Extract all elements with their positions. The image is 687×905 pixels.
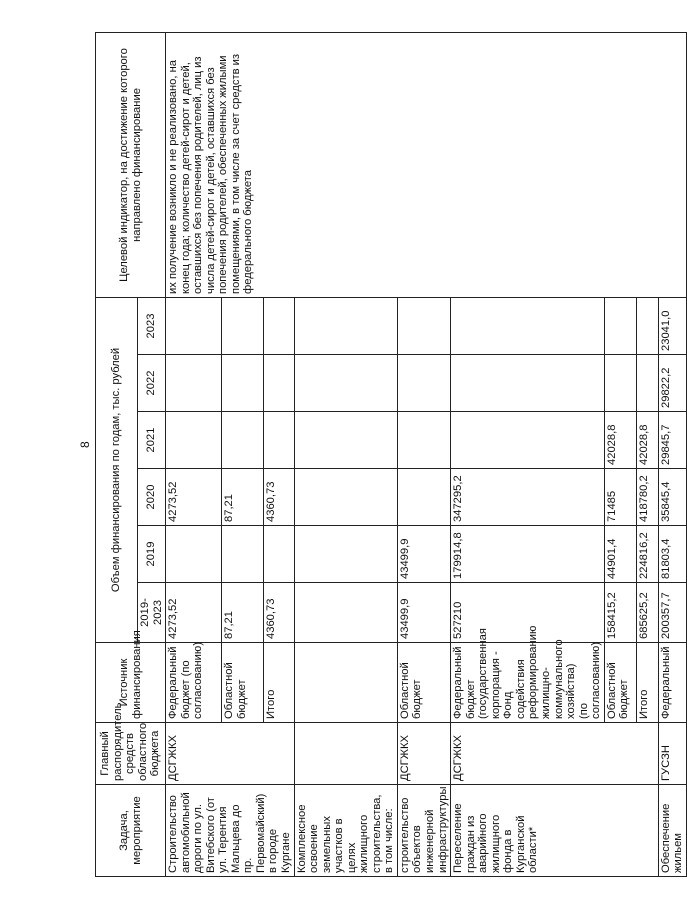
value-cell — [451, 297, 605, 354]
value-cell — [397, 469, 450, 526]
source-cell: Федеральный бюджет (государственная корпорация - Фонд содействия реформированию жилищно-коммунального хозяйства) (по согласованию) — [451, 643, 605, 723]
page-number: 8 — [78, 441, 92, 448]
value-cell: 42028,8 — [604, 412, 636, 469]
value-cell: 179914,8 — [451, 526, 605, 583]
header-year: 2019-2023 — [138, 583, 166, 643]
value-cell: 4273,52 — [166, 469, 222, 526]
value-cell — [294, 297, 397, 354]
header-year: 2019 — [138, 526, 166, 583]
source-cell: Областной бюджет — [604, 643, 636, 723]
value-cell: 224816,2 — [636, 526, 658, 583]
value-cell — [604, 297, 636, 354]
value-cell: 71485 — [604, 469, 636, 526]
manager-cell: ДСГЖКХ — [397, 723, 450, 785]
value-cell: 35845,4 — [658, 469, 686, 526]
value-cell: 4273,52 — [166, 583, 222, 643]
value-cell — [636, 355, 658, 412]
header-volume: Объем финансирования по годам, тыс. рублей — [96, 297, 138, 642]
value-cell — [264, 526, 295, 583]
value-cell — [264, 297, 295, 354]
table-row — [166, 33, 222, 877]
value-cell — [294, 412, 397, 469]
source-cell: Областной бюджет — [397, 643, 450, 723]
value-cell: 42028,8 — [636, 412, 658, 469]
value-cell — [451, 355, 605, 412]
value-cell — [166, 297, 222, 354]
value-cell — [397, 297, 450, 354]
header-manager: Главный распорядитель средств областного бюджета — [96, 723, 166, 785]
value-cell: 44901,4 — [604, 526, 636, 583]
value-cell: 200357,7 — [658, 583, 686, 643]
value-cell — [166, 526, 222, 583]
task-cell: Строительство автомобильной дороги по ул. Витебского (от ул. Терентия Мальцева до пр. Первомайский) в городе Кургане — [166, 785, 294, 877]
source-cell: Итого — [636, 643, 658, 723]
manager-cell: ДСГЖКХ — [166, 723, 294, 785]
value-cell: 87,21 — [222, 469, 264, 526]
value-cell: 158415,2 — [604, 583, 636, 643]
value-cell — [397, 355, 450, 412]
value-cell — [451, 412, 605, 469]
value-cell: 4360,73 — [264, 469, 295, 526]
header-task: Задача, мероприятие — [96, 785, 166, 877]
manager-cell: ДСГЖКХ — [451, 723, 659, 785]
header-year: 2020 — [138, 469, 166, 526]
value-cell — [222, 526, 264, 583]
value-cell: 4360,73 — [264, 583, 295, 643]
financing-table — [95, 32, 687, 877]
manager-cell: ГУСЗН — [658, 723, 686, 785]
value-cell — [294, 469, 397, 526]
value-cell: 29845,7 — [658, 412, 686, 469]
task-cell: Комплексное освоение земельных участков в целях жилищного строительства, в том числе: — [294, 785, 397, 877]
header-indicator: Целевой индикатор, на достижение которого направлено финансирование — [96, 33, 166, 298]
value-cell — [222, 297, 264, 354]
source-cell: Федеральный — [658, 643, 686, 723]
value-cell — [604, 355, 636, 412]
value-cell — [222, 355, 264, 412]
indicator-cell: их получение возникло и не реализовано, на конец года; количество детей-сирот и детей, оставшихся без попечения родителей, лиц из числа детей-сирот и детей, оставшихся без попечения родителей, обеспеченных жилыми помещениями, в том числе за счет средств из федерального бюджета — [166, 33, 687, 298]
task-cell: Переселение граждан из аварийного жилищного фонда в Курганской области* — [451, 785, 659, 877]
manager-cell — [294, 723, 397, 785]
value-cell: 43499,9 — [397, 583, 450, 643]
value-cell — [397, 412, 450, 469]
value-cell: 347295,2 — [451, 469, 605, 526]
value-cell: 43499,9 — [397, 526, 450, 583]
value-cell — [264, 412, 295, 469]
source-cell: Областной бюджет — [222, 643, 264, 723]
value-cell: 527210 — [451, 583, 605, 643]
header-year: 2023 — [138, 297, 166, 354]
source-cell — [294, 643, 397, 723]
header-source: Источник финансирования — [96, 643, 166, 723]
value-cell: 685625,2 — [636, 583, 658, 643]
value-cell: 23041,0 — [658, 297, 686, 354]
value-cell — [166, 355, 222, 412]
value-cell — [294, 526, 397, 583]
value-cell: 81803,4 — [658, 526, 686, 583]
value-cell — [264, 355, 295, 412]
value-cell — [294, 583, 397, 643]
rotated-table-wrapper — [95, 32, 685, 877]
value-cell: 418780,2 — [636, 469, 658, 526]
value-cell — [636, 297, 658, 354]
header-year: 2022 — [138, 355, 166, 412]
value-cell — [222, 412, 264, 469]
source-cell: Федеральный бюджет (по согласованию) — [166, 643, 222, 723]
header-year: 2021 — [138, 412, 166, 469]
task-cell: Обеспечение жильем — [658, 785, 686, 877]
value-cell — [294, 355, 397, 412]
value-cell — [166, 412, 222, 469]
source-cell: Итого — [264, 643, 295, 723]
value-cell: 29822,2 — [658, 355, 686, 412]
value-cell: 87,21 — [222, 583, 264, 643]
task-cell: строительство объектов инженерной инфраструктуры — [397, 785, 450, 877]
